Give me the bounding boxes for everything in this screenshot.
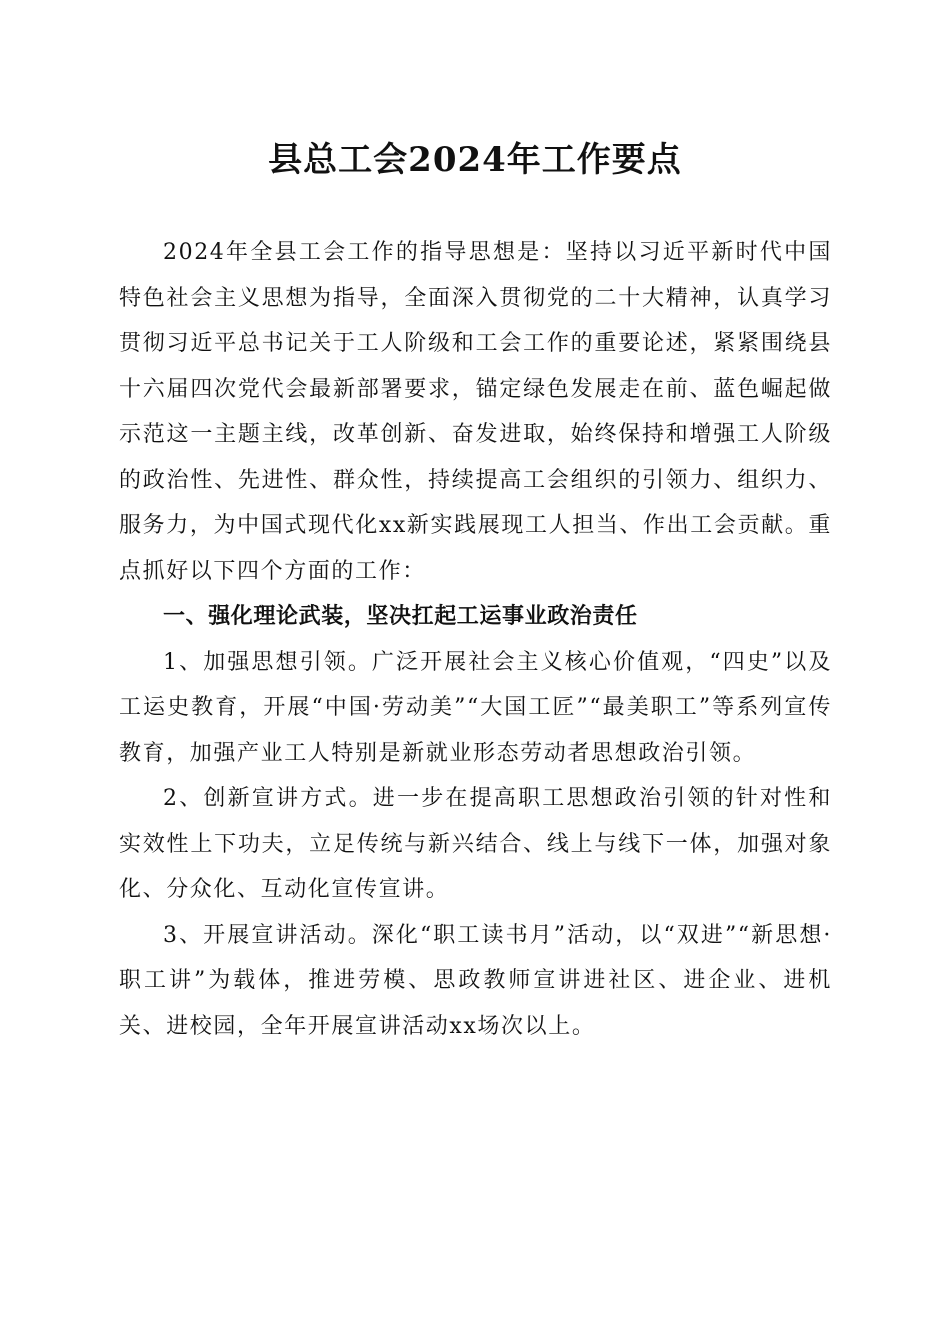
section-1-item-1: 1、加强思想引领。广泛开展社会主义核心价值观，“四史”以及工运史教育，开展“中国·劳动美”“大国工匠”“最美职工”等系列宣传教育，加强产业工人特别是新就业形态劳动者思想政治引领。	[119, 649, 832, 766]
intro-paragraph: 2024年全县工会工作的指导思想是：坚持以习近平新时代中国特色社会主义思想为指导，全面深入贯彻党的二十大精神，认真学习贯彻习近平总书记关于工人阶级和工会工作的重要论述，紧紧围绕县十六届四次党代会最新部署要求，锚定绿色发展走在前、蓝色崛起做示范这一主题主线，改革创新、奋发进取，始终保持和增强工人阶级的政治性、先进性、群众性，持续提高工会组织的引领力、组织力、服务力，为中国式现代化xx新实践展现工人担当、作出工会贡献。重点抓好以下四个方面的工作：	[119, 240, 832, 584]
section-1-item-2: 2、创新宣讲方式。进一步在提高职工思想政治引领的针对性和实效性上下功夫，立足传统与新兴结合、线上与线下一体，加强对象化、分众化、互动化宣传宣讲。	[119, 786, 832, 902]
document-body	[119, 230, 832, 1049]
section-1-item-3: 3、开展宣讲活动。深化“职工读书月”活动，以“双进”“新思想·职工讲”为载体，推进劳模、思政教师宣讲进社区、进企业、进机关、进校园，全年开展宣讲活动xx场次以上。	[119, 922, 832, 1039]
document-title: 县总工会2024年工作要点	[268, 140, 682, 180]
section-heading-1: 一、强化理论武装，坚决扛起工运事业政治责任	[163, 604, 638, 629]
